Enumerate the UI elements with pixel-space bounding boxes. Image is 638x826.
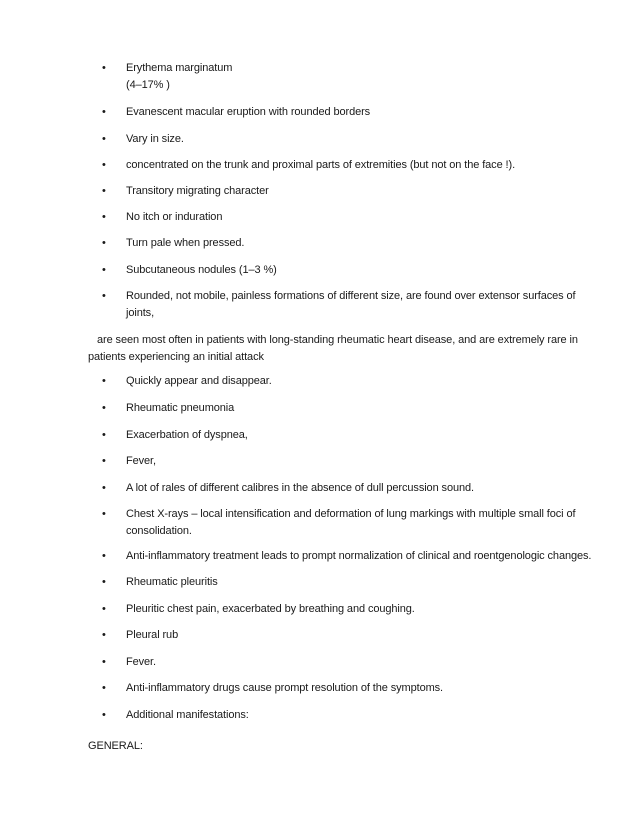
list-item-line: (4–17% )	[126, 79, 170, 91]
list-item-text	[126, 453, 604, 470]
bullet-glyph: •	[102, 402, 106, 414]
bullet-glyph: •	[102, 106, 106, 118]
list-item-line: consolidation.	[126, 525, 192, 537]
list-item-text	[126, 60, 604, 94]
list-item-line: joints,	[126, 307, 155, 319]
list-item-line: Evanescent macular eruption with rounded borders	[126, 106, 371, 118]
list-item-text	[126, 480, 604, 497]
list-item-line: A lot of rales of different calibres in the absence of dull percussion sound.	[126, 482, 474, 494]
list-item-text	[126, 400, 604, 417]
bullet-glyph: •	[102, 133, 106, 145]
list-item-line: Fever,	[126, 455, 156, 467]
paragraph-line: patients experiencing an initial attack	[88, 351, 264, 363]
list-item-text	[126, 235, 604, 252]
list-item-line: Subcutaneous nodules (1–3 %)	[126, 264, 277, 276]
list-item-text	[126, 157, 604, 174]
list-item-text	[126, 680, 604, 697]
list-item-line: Anti-inflammatory treatment leads to prompt normalization of clinical and roentgenologic changes.	[126, 550, 592, 562]
list-item-text	[126, 601, 604, 618]
list-item-text	[126, 131, 604, 148]
list-item-line: Fever.	[126, 656, 156, 668]
bullet-glyph: •	[102, 629, 106, 641]
section-heading	[88, 738, 608, 755]
list-item-line: Anti-inflammatory drugs cause prompt resolution of the symptoms.	[126, 682, 444, 694]
list-item-text	[126, 209, 604, 226]
list-item-text	[126, 427, 604, 444]
list-item-text	[126, 373, 604, 390]
list-item-line: Vary in size.	[126, 133, 184, 145]
paragraph-line: are seen most often in patients with long-standing rheumatic heart disease, and are extremely rare in	[97, 334, 578, 346]
bullet-glyph: •	[102, 455, 106, 467]
list-item-text	[126, 506, 604, 540]
bullet-glyph: •	[102, 682, 106, 694]
bullet-glyph: •	[102, 603, 106, 615]
list-item-line: Rheumatic pneumonia	[126, 402, 235, 414]
list-item-line: Turn pale when pressed.	[126, 237, 245, 249]
section-heading-text: GENERAL:	[88, 740, 143, 752]
list-item-line: Pleural rub	[126, 629, 179, 641]
bullet-glyph: •	[102, 482, 106, 494]
bullet-glyph: •	[102, 237, 106, 249]
list-item-line: Rounded, not mobile, painless formations of different size, are found over extensor surfaces of	[126, 290, 576, 302]
bullet-glyph: •	[102, 62, 106, 74]
list-item-line: concentrated on the trunk and proximal parts of extremities (but not on the face !).	[126, 159, 516, 171]
list-item-line: Transitory migrating character	[126, 185, 269, 197]
list-item-line: Exacerbation of dyspnea,	[126, 429, 248, 441]
list-item-line: No itch or induration	[126, 211, 223, 223]
bullet-glyph: •	[102, 508, 106, 520]
list-item-text	[126, 288, 604, 322]
bullet-glyph: •	[102, 709, 106, 721]
bullet-glyph: •	[102, 656, 106, 668]
bullet-glyph: •	[102, 290, 106, 302]
paragraph	[88, 332, 608, 366]
list-item-text	[126, 548, 604, 565]
bullet-glyph: •	[102, 185, 106, 197]
list-item-text	[126, 654, 604, 671]
list-item-line: Additional manifestations:	[126, 709, 249, 721]
list-item-text	[126, 707, 604, 724]
bullet-glyph: •	[102, 211, 106, 223]
list-item-line: Quickly appear and disappear.	[126, 375, 272, 387]
bullet-glyph: •	[102, 550, 106, 562]
bullet-glyph: •	[102, 429, 106, 441]
list-item-text	[126, 183, 604, 200]
list-item-line: Erythema marginatum	[126, 62, 233, 74]
bullet-glyph: •	[102, 264, 106, 276]
bullet-glyph: •	[102, 159, 106, 171]
bullet-glyph: •	[102, 576, 106, 588]
list-item-text	[126, 262, 604, 279]
list-item-line: Chest X-rays – local intensification and deformation of lung markings with multiple small foci of	[126, 508, 576, 520]
list-item-text	[126, 104, 604, 121]
list-item-text	[126, 574, 604, 591]
list-item-text	[126, 627, 604, 644]
list-item-line: Rheumatic pleuritis	[126, 576, 218, 588]
bullet-glyph: •	[102, 375, 106, 387]
list-item-line: Pleuritic chest pain, exacerbated by breathing and coughing.	[126, 603, 415, 615]
